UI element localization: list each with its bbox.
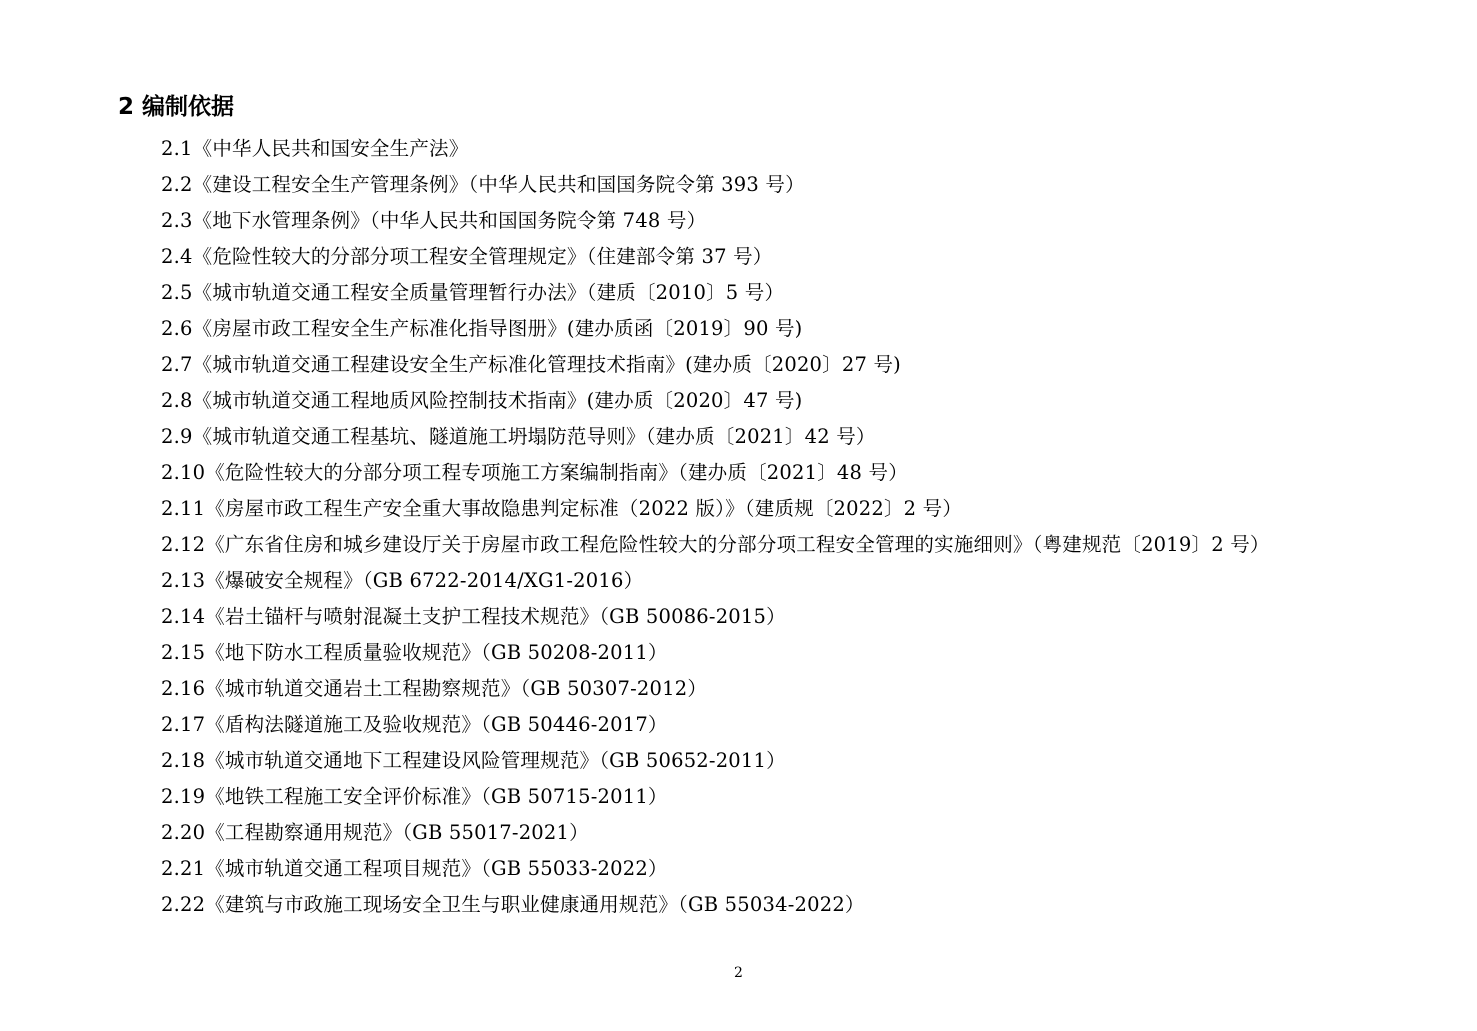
list-item (161, 419, 1270, 455)
item-number: 2.21 (161, 857, 206, 880)
page-number: 2 (734, 965, 743, 981)
item-number: 2.7 (161, 353, 193, 376)
list-item (161, 383, 1270, 419)
item-text: 《中华人民共和国安全生产法》 (192, 137, 469, 160)
list-item (161, 815, 1270, 851)
item-text: 《城市轨道交通工程基坑、隧道施工坍塌防范导则》（建办质〔2021〕42 号） (192, 425, 876, 448)
list-item (161, 347, 1270, 383)
item-text: 《地铁工程施工安全评价标准》（GB 50715-2011） (205, 785, 668, 808)
list-item (161, 707, 1270, 743)
item-text: 《地下水管理条例》（中华人民共和国国务院令第 748 号） (192, 209, 707, 232)
item-text: 《城市轨道交通岩土工程勘察规范》（GB 50307-2012） (205, 677, 708, 700)
item-text: 《建筑与市政施工现场安全卫生与职业健康通用规范》（GB 55034-2022） (205, 893, 865, 916)
item-number: 2.4 (161, 245, 193, 268)
list-item (161, 167, 1270, 203)
item-text: 《工程勘察通用规范》（GB 55017-2021） (205, 821, 589, 844)
item-text: 《城市轨道交通工程地质风险控制技术指南》(建办质〔2020〕47 号) (192, 389, 803, 412)
item-number: 2.13 (161, 569, 206, 592)
list-item (161, 239, 1270, 275)
item-text: 《城市轨道交通工程建设安全生产标准化管理技术指南》(建办质〔2020〕27 号) (192, 353, 901, 376)
item-text: 《城市轨道交通工程项目规范》（GB 55033-2022） (205, 857, 668, 880)
item-number: 2.8 (161, 389, 193, 412)
list-item (161, 851, 1270, 887)
list-item (161, 743, 1270, 779)
item-number: 2.22 (161, 893, 206, 916)
item-text: 《危险性较大的分部分项工程专项施工方案编制指南》（建办质〔2021〕48 号） (205, 461, 908, 484)
item-number: 2.1 (161, 137, 193, 160)
item-number: 2.20 (161, 821, 206, 844)
list-item (161, 455, 1270, 491)
item-number: 2.18 (161, 749, 206, 772)
item-number: 2.19 (161, 785, 206, 808)
item-number: 2.10 (161, 461, 206, 484)
list-item (161, 275, 1270, 311)
item-number: 2.17 (161, 713, 206, 736)
item-text: 《城市轨道交通地下工程建设风险管理规范》（GB 50652-2011） (205, 749, 786, 772)
item-text: 《房屋市政工程生产安全重大事故隐患判定标准（2022 版）》（建质规〔2022〕2 号） (205, 497, 963, 520)
item-text: 《城市轨道交通工程安全质量管理暂行办法》（建质〔2010〕5 号） (192, 281, 785, 304)
reference-list (161, 131, 1270, 923)
item-number: 2.12 (161, 533, 206, 556)
item-text: 《地下防水工程质量验收规范》（GB 50208-2011） (205, 641, 668, 664)
list-item (161, 635, 1270, 671)
item-number: 2.2 (161, 173, 193, 196)
item-text: 《盾构法隧道施工及验收规范》（GB 50446-2017） (205, 713, 668, 736)
item-text: 《房屋市政工程安全生产标准化指导图册》(建办质函〔2019〕90 号) (192, 317, 803, 340)
item-number: 2.6 (161, 317, 193, 340)
list-item (161, 599, 1270, 635)
item-number: 2.15 (161, 641, 206, 664)
list-item (161, 779, 1270, 815)
list-item (161, 131, 1270, 167)
list-item (161, 563, 1270, 599)
list-item (161, 491, 1270, 527)
item-number: 2.5 (161, 281, 193, 304)
section-heading: 2 编制依据 (118, 94, 235, 120)
item-number: 2.14 (161, 605, 206, 628)
list-item (161, 203, 1270, 239)
item-text: 《危险性较大的分部分项工程安全管理规定》（住建部令第 37 号） (192, 245, 773, 268)
item-text: 《广东省住房和城乡建设厅关于房屋市政工程危险性较大的分部分项工程安全管理的实施细则》（粤建规范〔2019〕2 号） (205, 533, 1270, 556)
item-text: 《建设工程安全生产管理条例》（中华人民共和国国务院令第 393 号） (192, 173, 805, 196)
item-number: 2.9 (161, 425, 193, 448)
list-item (161, 311, 1270, 347)
item-text: 《爆破安全规程》（GB 6722-2014/XG1-2016） (205, 569, 644, 592)
list-item (161, 527, 1270, 563)
list-item (161, 671, 1270, 707)
item-number: 2.11 (161, 497, 206, 520)
list-item (161, 887, 1270, 923)
item-number: 2.16 (161, 677, 206, 700)
item-text: 《岩土锚杆与喷射混凝土支护工程技术规范》（GB 50086-2015） (205, 605, 786, 628)
item-number: 2.3 (161, 209, 193, 232)
